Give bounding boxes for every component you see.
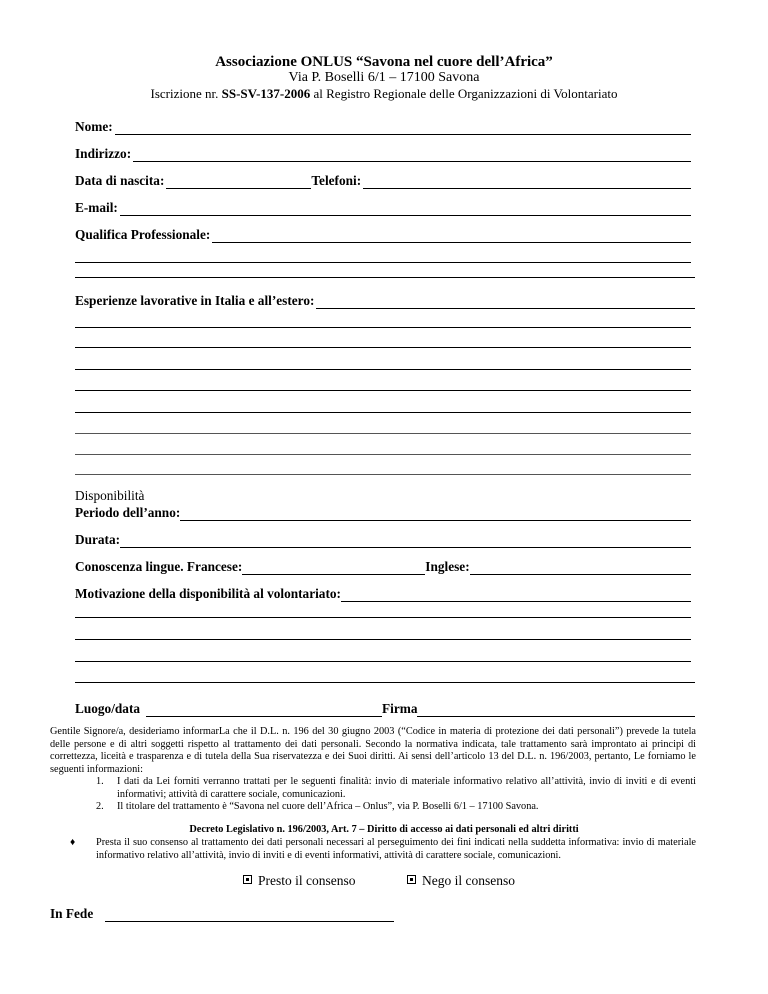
motivazione-row <box>75 584 691 602</box>
esperienze-line-3[interactable] <box>75 369 691 370</box>
privacy-item-2-number: 2. <box>96 801 104 812</box>
motivazione-line-3[interactable] <box>75 661 691 662</box>
qualifica-extra-line-2[interactable] <box>75 277 695 278</box>
motivazione-field[interactable] <box>341 588 691 602</box>
inglese-field[interactable] <box>470 561 691 575</box>
indirizzo-row <box>75 144 691 162</box>
nome-label: Nome: <box>75 119 113 134</box>
nego-checkbox-icon[interactable] <box>407 875 416 884</box>
registration-number: SS-SV-137-2006 <box>221 86 311 101</box>
nome-field[interactable] <box>115 121 691 135</box>
nome-row <box>75 117 691 135</box>
motivazione-label: Motivazione della disponibilità al volontariato: <box>75 586 341 601</box>
telefoni-field[interactable] <box>363 175 691 189</box>
firma-field[interactable] <box>417 703 695 717</box>
privacy-item-1-number: 1. <box>96 776 104 787</box>
privacy-item-2: Il titolare del trattamento è “Savona nel cuore dell’Africa – Onlus”, via P. Boselli 6/1 – 17100 Savona. <box>117 801 539 812</box>
luogo-data-field[interactable] <box>146 703 382 717</box>
qualifica-extra-line-1[interactable] <box>75 262 691 263</box>
registration-line <box>0 86 768 102</box>
inglese-label: Inglese: <box>425 559 470 574</box>
indirizzo-label: Indirizzo: <box>75 146 132 161</box>
esperienze-label: Esperienze lavorative in Italia e all’estero: <box>75 293 315 308</box>
indirizzo-field[interactable] <box>133 148 691 162</box>
esperienze-row <box>75 291 695 309</box>
periodo-label: Periodo dell’anno: <box>75 505 181 520</box>
qualifica-row <box>75 225 691 243</box>
email-label: E-mail: <box>75 200 118 215</box>
disponibilita-heading-row <box>75 486 691 504</box>
esperienze-line-7[interactable] <box>75 454 691 455</box>
presto-checkbox-icon[interactable] <box>243 875 252 884</box>
privacy-intro: Gentile Signore/a, desideriamo informarLa che il D.L. n. 196 del 30 giugno 2003 (“Codice in materia di protezione dei dati personali”) prevede la tutela delle persone e di altri soggetti rispetto al trattamento dei dati personali. Secondo la normativa indicata, tale trattamento sarà improntato ai principi di correttezza, liceità e trasparenza e di tutela della Sua riservatezza e dei Suoi diritti. Ai sensi dell’articolo 13 del D.L. n. 196/2003, pertanto, Le forniamo le seguenti informazioni: <box>50 726 696 775</box>
in-fede-signature-field[interactable] <box>105 908 394 922</box>
esperienze-line-5[interactable] <box>75 412 691 413</box>
data-nascita-label: Data di nascita: <box>75 173 165 188</box>
nego-label: Nego il consenso <box>422 873 515 888</box>
francese-label: Conoscenza lingue. Francese: <box>75 559 243 574</box>
privacy-item-1: I dati da Lei forniti verranno trattati per le seguenti finalità: invio di materiale informativo relativo all’attività, invio di inviti e di eventi informativi; attività di carattere sociale, comunicazioni. <box>117 776 696 800</box>
consent-statement: Presta il suo consenso al trattamento dei dati personali necessari al perseguimento dei fini indicati nella suddetta informativa: invio di materiale informativo relativo all’attività, invio di inviti e di eventi informativi, attività di carattere sociale, comunicazioni. <box>96 837 696 861</box>
motivazione-line-1[interactable] <box>75 617 691 618</box>
qualifica-field[interactable] <box>212 229 691 243</box>
registration-prefix: Iscrizione nr. <box>150 86 222 101</box>
presto-label: Presto il consenso <box>258 873 356 888</box>
periodo-field[interactable] <box>180 507 691 521</box>
disponibilita-heading: Disponibilità <box>75 488 145 503</box>
firma-label: Firma <box>382 701 418 716</box>
organization-address: Via P. Boselli 6/1 – 17100 Savona <box>288 70 480 85</box>
luogo-firma-row <box>75 699 695 717</box>
motivazione-line-2[interactable] <box>75 639 691 640</box>
lingue-row <box>75 557 691 575</box>
organization-title: Associazione ONLUS “Savona nel cuore dell’Africa” <box>215 54 553 70</box>
durata-field[interactable] <box>120 534 691 548</box>
presto-consenso-option[interactable] <box>243 873 356 889</box>
esperienze-line-4[interactable] <box>75 390 691 391</box>
decree-title: Decreto Legislativo n. 196/2003, Art. 7 – Diritto di accesso ai dati personali ed altri diritti <box>189 824 579 835</box>
esperienze-line-6[interactable] <box>75 433 691 434</box>
in-fede-row <box>50 904 394 922</box>
francese-field[interactable] <box>242 561 425 575</box>
esperienze-line-8[interactable] <box>75 474 691 475</box>
telefoni-label: Telefoni: <box>311 173 362 188</box>
diamond-bullet-icon: ♦ <box>70 837 76 848</box>
luogo-data-label: Luogo/data <box>75 701 141 716</box>
email-field[interactable] <box>120 202 691 216</box>
nascita-telefoni-row <box>75 171 691 189</box>
durata-row <box>75 530 691 548</box>
registration-suffix: al Registro Regionale delle Organizzazioni di Volontariato <box>310 86 618 101</box>
nego-consenso-option[interactable] <box>407 873 515 889</box>
esperienze-line-2[interactable] <box>75 347 691 348</box>
email-row <box>75 198 691 216</box>
periodo-row <box>75 503 691 521</box>
in-fede-label: In Fede <box>50 906 94 921</box>
data-nascita-field[interactable] <box>166 175 311 189</box>
esperienze-field[interactable] <box>316 295 695 309</box>
durata-label: Durata: <box>75 532 121 547</box>
esperienze-line-1[interactable] <box>75 327 691 328</box>
motivazione-line-4[interactable] <box>75 682 695 683</box>
qualifica-label: Qualifica Professionale: <box>75 227 211 242</box>
